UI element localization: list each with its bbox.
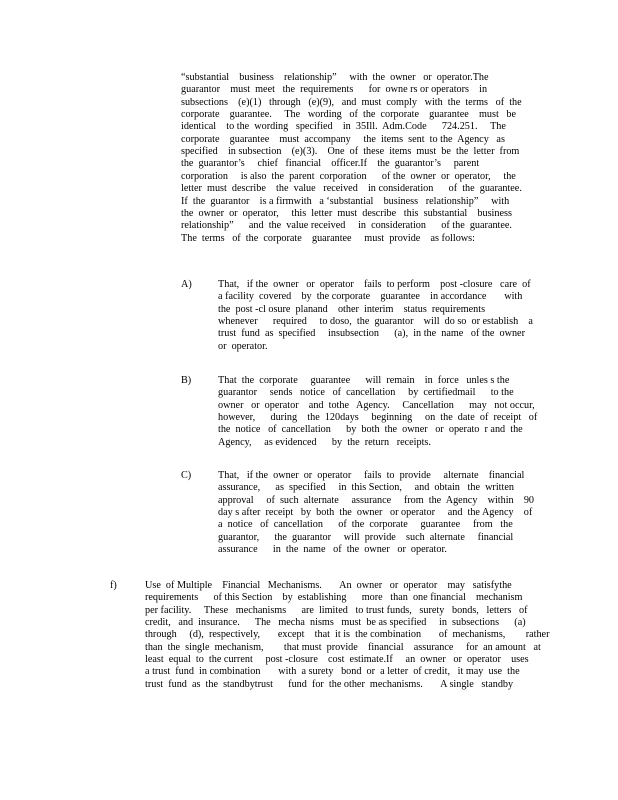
section-label: f) [110, 580, 117, 591]
section-line: Use of Multiple Financial Mechanisms. An owner or operator may satisfythe [145, 580, 512, 591]
item-line: guarantor sends notice of cancellation by certifiedmail to the [218, 387, 514, 399]
intro-line: “substantial business relationship” with the owner or operator.The [181, 72, 489, 83]
intro-line: If the guarantor is a firmwith a ‘substantial business relationship” with [181, 195, 510, 207]
section-line: credit, and insurance. The mecha nisms must be as specified in subsections (a) [145, 617, 526, 629]
intro-line: relationship” and the value received in consideration of the guarantee. [181, 220, 512, 232]
item-line: assurance, as specified in this Section, and obtain the written [218, 482, 514, 494]
item-line: whenever required to doso, the guarantor will do so or establish a [218, 316, 533, 328]
intro-line: corporate guarantee. The wording of the corporate guarantee must be [181, 109, 517, 121]
section-line: than the single mechanism, that must provide financial assurance for an amount at [145, 641, 541, 653]
item-label: C) [181, 470, 192, 481]
item-line: a notice of cancellation of the corporate guarantee from the [218, 519, 513, 531]
intro-line: corporate guarantee must accompany the items sent to the Agency as [181, 133, 505, 145]
intro-line: letter must describe the value received in consideration of the guarantee. [181, 183, 522, 195]
item-line: That, if the owner or operator fails to perform post -closure care of [218, 279, 531, 290]
item-line: That, if the owner or operator fails to provide alternate financial [218, 470, 525, 481]
section-line: a trust fund in combination with a surety bond or a letter of credit, it may use the [145, 666, 520, 678]
item-line: assurance in the name of the owner or operator. [218, 544, 447, 556]
item-line: the notice of cancellation by both the owner or operato r and the [218, 424, 523, 436]
item-line: approval of such alternate assurance from the Agency within 90 [218, 494, 535, 506]
item-line: That the corporate guarantee will remain in force unles s the [218, 375, 510, 386]
item-line: the post -cl osure planand other interim status requirements [218, 303, 486, 315]
item-line: Agency, as evidenced by the return receipts. [218, 436, 431, 448]
section-line: requirements of this Section by establishing more than one financial mechanism [145, 592, 523, 604]
section-line: least equal to the current post -closure cost estimate.If an owner or operator uses [145, 654, 529, 666]
section-line: trust fund as the standbytrust fund for the other mechanisms. A single standby [145, 678, 514, 690]
item-line: a facility covered by the corporate guarantee in accordance with [218, 291, 523, 303]
intro-line: guarantor must meet the requirements for owne rs or operators in [181, 84, 488, 96]
intro-line: The terms of the corporate guarantee must provide as follows: [181, 232, 475, 244]
item-label: B) [181, 375, 192, 386]
item-line: or operator. [218, 340, 268, 352]
intro-line: the guarantor’s chief financial officer.If the guarantor’s parent [181, 158, 480, 170]
item-line: owner or operator and tothe Agency. Cancellation may not occur, [218, 399, 535, 411]
item-label: A) [181, 279, 192, 290]
section-line: through (d), respectively, except that it is the combination of mechanisms, rather [145, 629, 550, 641]
item-line: trust fund as specified insubsection (a), in the name of the owner [218, 328, 525, 340]
item-line: day s after receipt by both the owner or operator and the Agency of [218, 507, 533, 519]
item-line: guarantor, the guarantor will provide such alternate financial [218, 531, 514, 543]
intro-line: corporation is also the parent corporation of the owner or operator, the [181, 170, 516, 182]
intro-line: the owner or operator, this letter must describe this substantial business [181, 207, 512, 219]
section-line: per facility. These mechanisms are limited to trust funds, surety bonds, letters of [145, 604, 528, 616]
intro-line: identical to the wording specified in 35Ill. Adm.Code 724.251. The [181, 121, 506, 133]
intro-line: specified in subsection (e)(3). One of these items must be the letter from [181, 146, 520, 158]
item-line: however, during the 120days beginning on the date of receipt of [218, 412, 538, 424]
intro-line: subsections (e)(1) through (e)(9), and must comply with the terms of the [181, 96, 522, 108]
